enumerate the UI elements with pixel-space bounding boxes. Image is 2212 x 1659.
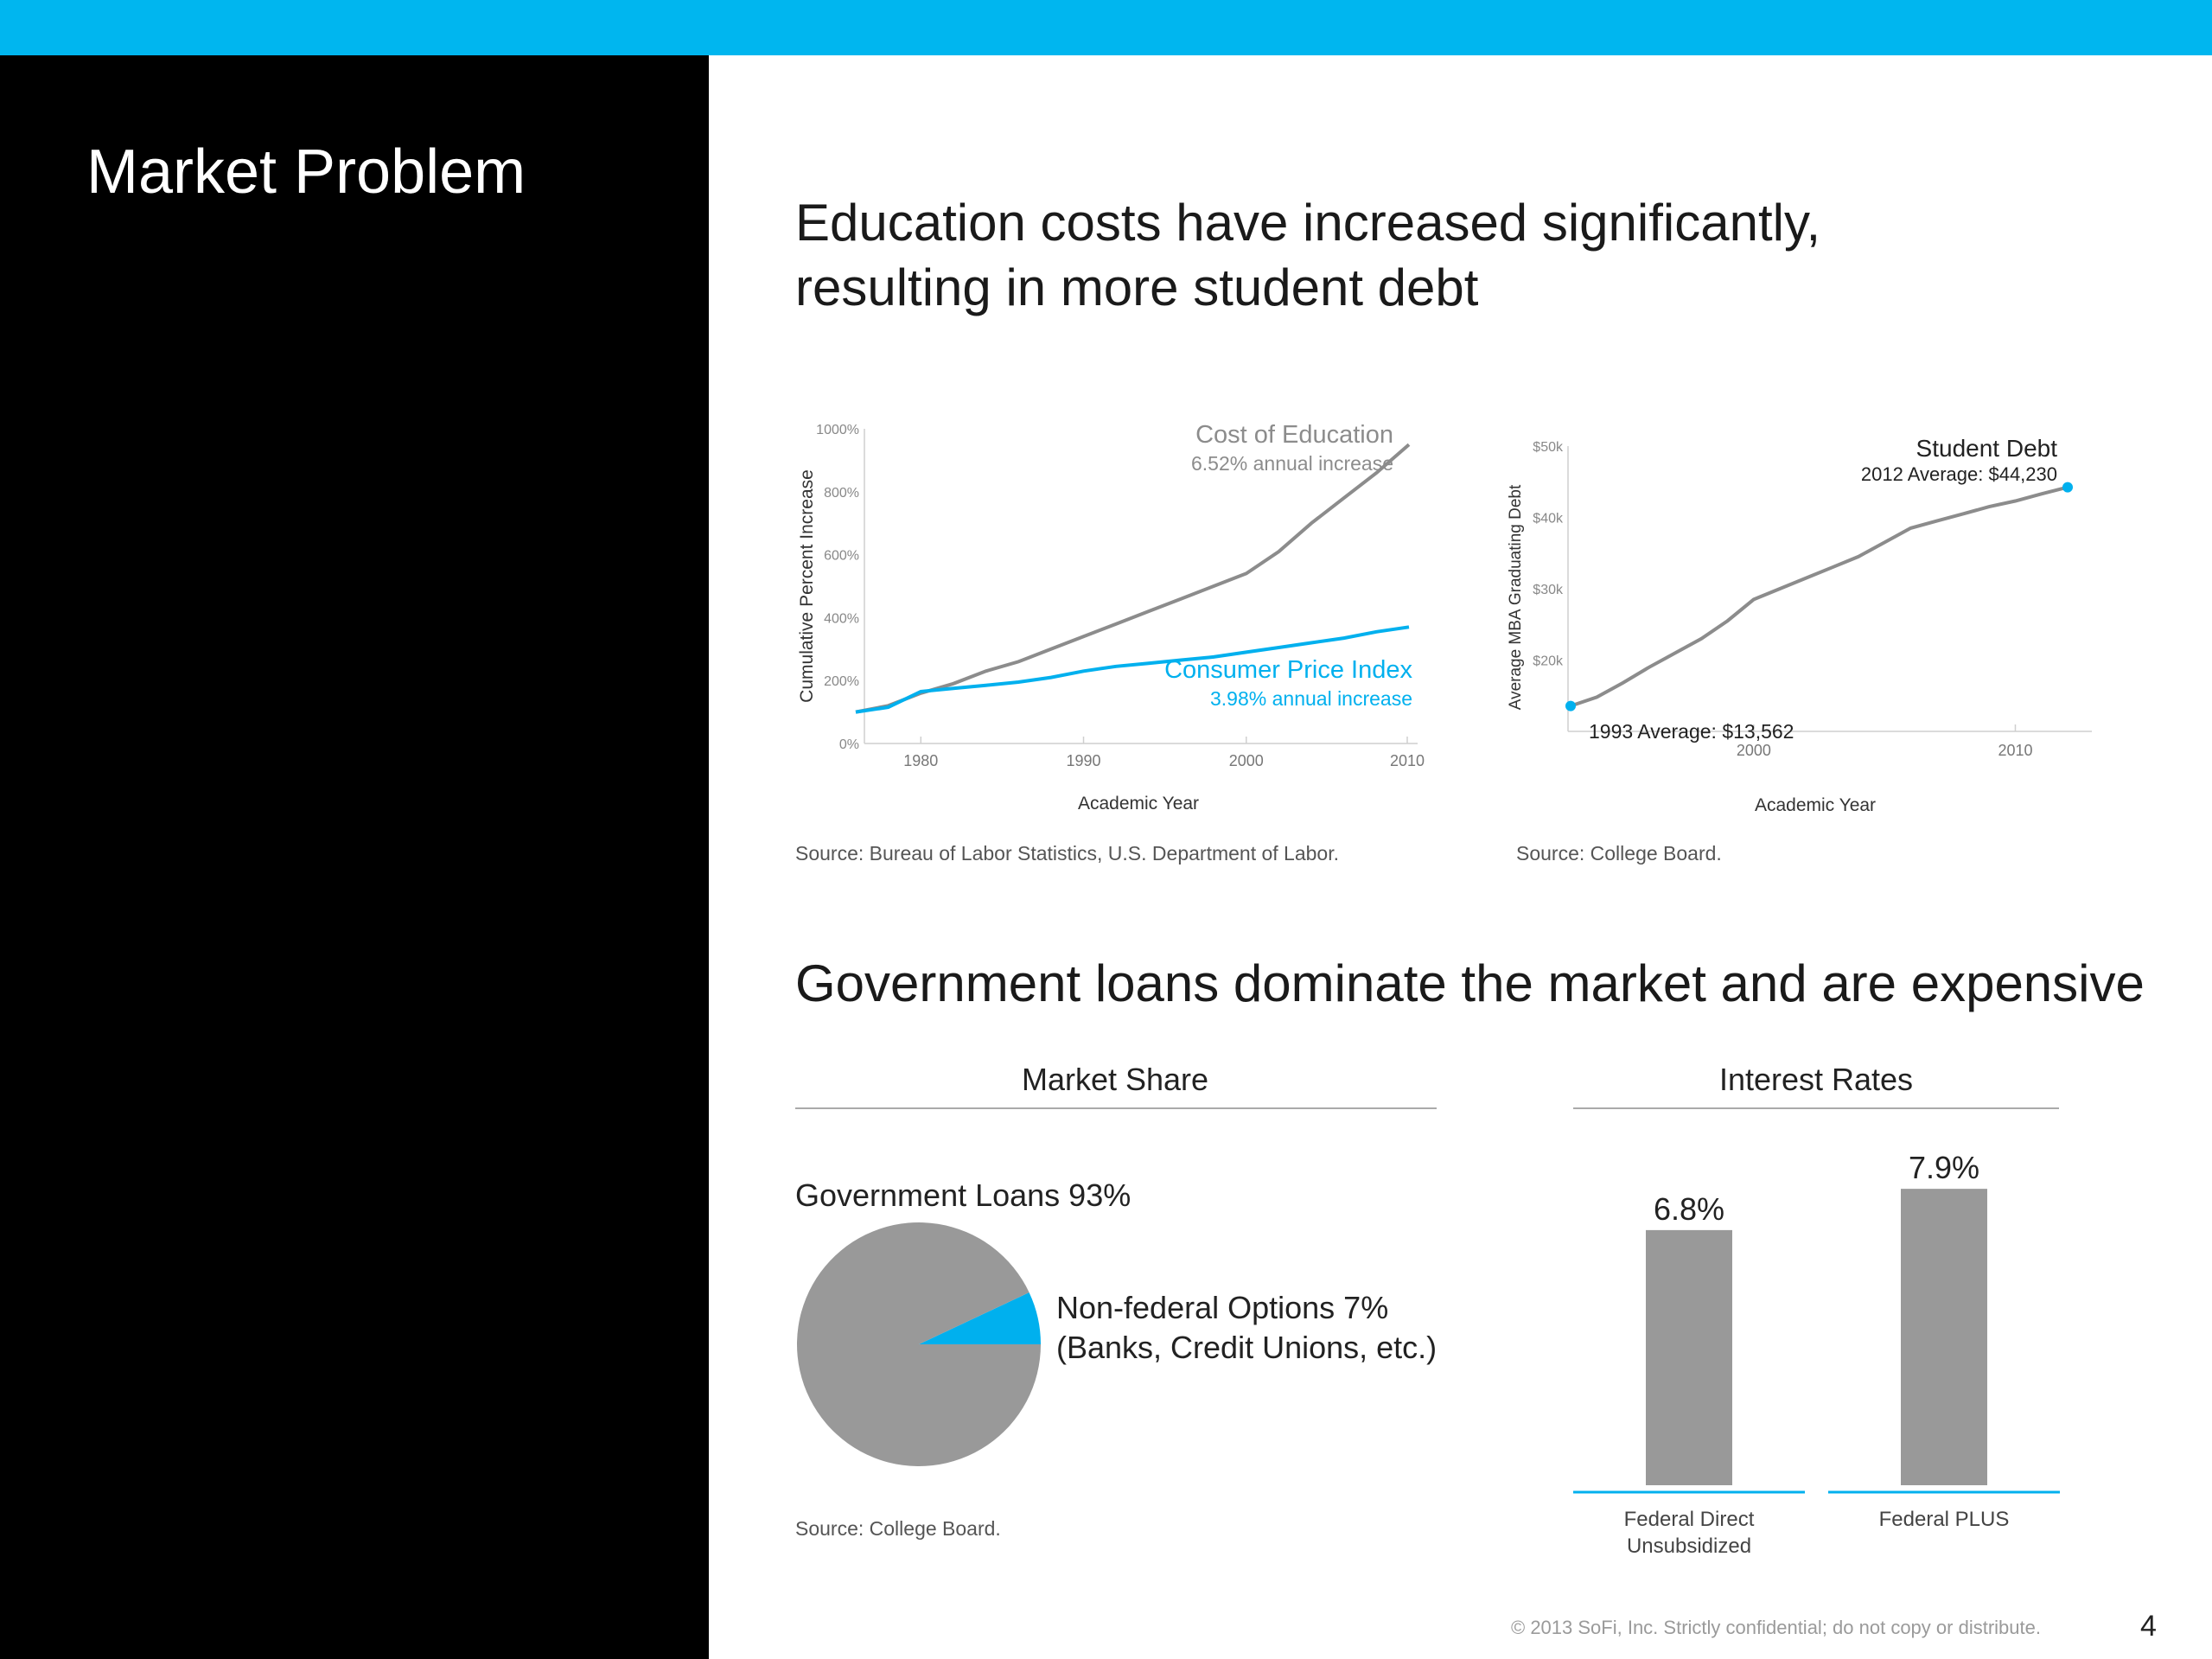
chart2-start-label: 1993 Average: $13,562 <box>1589 720 1794 743</box>
market-share-source: Source: College Board. <box>795 1517 1001 1540</box>
chart2-x-label: Academic Year <box>1754 795 1877 815</box>
chart2-y-tick: $30k <box>1533 583 1563 597</box>
market-share-rule <box>795 1107 1437 1109</box>
student-debt-chart <box>1495 424 2100 821</box>
chart1-y-tick: 600% <box>824 548 859 564</box>
chart1-series-note-cost: 6.52% annual increase <box>1191 452 1393 475</box>
chart2-series-label: Student Debt <box>1916 435 2057 462</box>
chart2-y-tick: $20k <box>1533 654 1563 669</box>
chart2-x-tick: 2000 <box>1736 742 1771 759</box>
market-share-pie <box>794 1219 1044 1470</box>
chart1-y-tick: 200% <box>824 674 859 690</box>
chart1-x-tick: 2000 <box>1228 752 1264 769</box>
chart1-series-note-cpi: 3.98% annual increase <box>1210 687 1412 710</box>
chart1-x-tick: 1990 <box>1066 752 1101 769</box>
page-number: 4 <box>2140 1610 2157 1643</box>
top-accent-bar <box>0 0 2212 55</box>
chart2-source: Source: College Board. <box>1516 842 1722 865</box>
chart1-x-label: Academic Year <box>1077 794 1200 814</box>
bar-1 <box>1901 1189 1987 1485</box>
chart2-y-label: Average MBA Graduating Debt <box>1507 484 1525 711</box>
bar-0 <box>1646 1230 1732 1485</box>
chart1-y-label: Cumulative Percent Increase <box>797 469 817 703</box>
bar-value-label: 6.8% <box>1653 1190 1725 1227</box>
headline-government-loans: Government loans dominate the market and are expensive <box>795 954 2145 1012</box>
sidebar <box>0 55 709 1659</box>
headline-line-2: resulting in more student debt <box>795 258 1479 316</box>
bar-category-label: Federal Direct <box>1623 1508 1755 1531</box>
pie-label-nonfederal-sub: (Banks, Credit Unions, etc.) <box>1056 1330 1437 1365</box>
page-title: Market Problem <box>86 137 526 207</box>
chart1-series-label-cost: Cost of Education <box>1195 421 1393 449</box>
education-cost-chart <box>778 406 1435 821</box>
chart2-start-point <box>1565 701 1576 711</box>
interest-rates-rule <box>1573 1107 2059 1109</box>
footer-copyright: © 2013 SoFi, Inc. Strictly confidential; do not copy or distribute. <box>1511 1617 2041 1638</box>
chart2-series-line <box>1571 488 2068 706</box>
chart1-series-label-cpi: Consumer Price Index <box>1164 656 1412 684</box>
chart1-source: Source: Bureau of Labor Statistics, U.S. Department of Labor. <box>795 842 1339 865</box>
pie-label-nonfederal <box>1056 1288 1437 1368</box>
chart1-x-tick: 1980 <box>903 752 939 769</box>
pie-label-government: Government Loans 93% <box>795 1177 1131 1213</box>
bar-category-label: Federal PLUS <box>1878 1508 2010 1531</box>
pie-label-nonfederal-main: Non-federal Options 7% <box>1056 1290 1389 1325</box>
interest-rates-title: Interest Rates <box>1718 1062 1914 1097</box>
chart1-y-tick: 800% <box>824 485 859 501</box>
chart1-y-tick: 400% <box>824 611 859 627</box>
market-share-title: Market Share <box>1021 1062 1209 1097</box>
chart1-x-tick: 2010 <box>1389 752 1425 769</box>
chart1-y-tick: 0% <box>838 737 859 752</box>
chart1-y-tick: 1000% <box>816 423 859 437</box>
bar-category-label: Unsubsidized <box>1626 1535 1752 1558</box>
chart2-y-tick: $50k <box>1533 440 1563 455</box>
chart2-x-tick: 2010 <box>1998 742 2033 759</box>
headline-line-1: Education costs have increased significantly, <box>795 194 1821 252</box>
chart2-end-label: 2012 Average: $44,230 <box>1860 463 2057 485</box>
chart2-y-tick: $40k <box>1533 511 1563 526</box>
chart2-end-point <box>2062 482 2073 493</box>
bar-value-label: 7.9% <box>1908 1150 1980 1186</box>
headline-education-costs <box>795 190 1820 320</box>
pie-slice-government <box>797 1222 1041 1466</box>
interest-rates-bar-chart <box>1565 1115 2075 1565</box>
